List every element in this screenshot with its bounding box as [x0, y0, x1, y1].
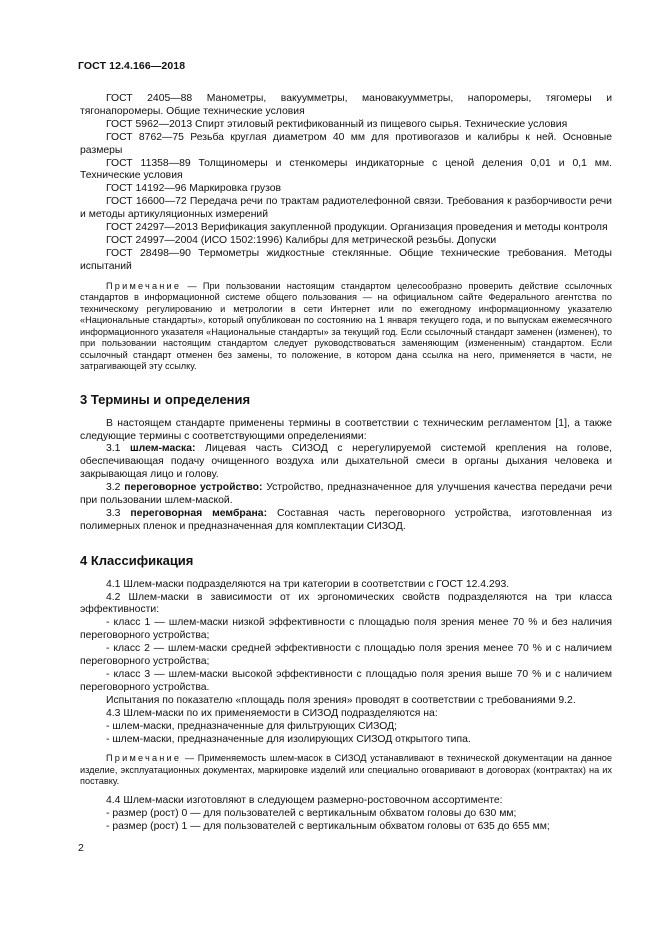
note-references: [80, 281, 612, 373]
section-4-title: 4 Классификация: [80, 552, 194, 568]
term-name: переговорное устройство:: [124, 482, 263, 494]
class-item: - класс 2 — шлем-маски средней эффективности с площадью поля зрения менее 70 % и с наличием переговорного устройства;: [80, 643, 612, 668]
clause-4-2-test: Испытания по показателю «площадь поля зрения» проводят в соответствии с требованиями 9.2.: [106, 694, 576, 706]
reference-item: ГОСТ 8762—75 Резьба круглая диаметром 40 мм для противогазов и калибры к ней. Основные размеры: [80, 131, 612, 156]
reference-item: ГОСТ 14192—96 Маркировка грузов: [106, 183, 282, 195]
reference-item: ГОСТ 11358—89 Толщиномеры и стенкомеры индикаторные с ценой деления 0,01 и 0,1 мм. Технические условия: [80, 157, 612, 182]
clause-4-3: 4.3 Шлем-маски по их применяемости в СИЗОД подразделяются на:: [106, 707, 438, 719]
size-item: - размер (рост) 1 — для пользователей с вертикальным обхватом головы от 635 до 655 мм;: [106, 820, 550, 832]
clause-4-2: 4.2 Шлем-маски в зависимости от их эргономических свойств подразделяются на три класса эффективности:: [80, 591, 612, 616]
term-definition: 3.1 шлем-маска: Лицевая часть СИЗОД с нерегулируемой системой крепления на голове, обеспечивающая подачу очищенного воздуха или дыхательной смеси в органы дыхания человека и закрывающая лицо и голову.: [80, 443, 612, 481]
section-3-title: 3 Термины и определения: [80, 391, 251, 407]
reference-item: ГОСТ 28498—90 Термометры жидкостные стеклянные. Общие технические требования. Методы испытаний: [80, 247, 612, 272]
class-item: - класс 3 — шлем-маски высокой эффективности с площадью поля зрения выше 70 % и с наличием переговорного устройства.: [80, 669, 612, 693]
term-name: переговорная мембрана:: [130, 507, 268, 519]
clause-4-1: 4.1 Шлем-маски подразделяются на три категории в соответствии с ГОСТ 12.4.293.: [106, 578, 510, 590]
term-name: шлем-маска:: [130, 443, 196, 455]
section-3-intro: В настоящем стандарте применены термины в соответствии с техническим регламентом [1], а также следующие термины с соответствующими определениями:: [80, 417, 612, 442]
document-header: ГОСТ 12.4.166—2018: [78, 60, 186, 72]
page-content: [80, 93, 612, 834]
clause-4-4: 4.4 Шлем-маски изготовляют в следующем размерно-ростовочном ассортименте:: [106, 794, 503, 806]
list-item: - шлем-маски, предназначенные для фильтрующих СИЗОД;: [106, 720, 398, 732]
reference-item: ГОСТ 2405—88 Манометры, вакуумметры, мановакуумметры, напоромеры, тягомеры и тягонапоромеры. Общие технические условия: [80, 93, 612, 117]
note-applicability: [80, 753, 612, 788]
note-text: — Применяемость шлем-масок в СИЗОД устанавливают в технической документации на данное изделие, эксплуатационных документах, маркировке изделий или специально оговаривают в договорах (контрактах) на их поставку.: [80, 753, 612, 787]
reference-item: ГОСТ 24297—2013 Верификация закупленной продукции. Организация проведения и методы контроля: [106, 222, 608, 234]
term-definition: 3.2 переговорное устройство: Устройство, предназначенное для улучшения качества передачи речи при пользовании шлем-маской.: [80, 482, 612, 507]
term-definition: 3.3 переговорная мембрана: Составная часть переговорного устройства, изготовленная из полимерных пленок и предназначенная для комплектации СИЗОД.: [80, 507, 612, 532]
note-label: Примечание: [106, 753, 182, 764]
note-text: — При пользовании настоящим стандартом целесообразно проверить действие ссылочных стандартов в информационной системе общего пользования — на официальном сайте Федерального агентства по техническому регулированию и метрологии в сети Интернет или по ежегодному информационному указателю «Национальные стандарты», который опубликован по состоянию на 1 января текущего года, и по выпускам ежемесячного информационного указателя «Национальные стандарты» за текущий год. Если ссылочный стандарт заменен (изменен), то при пользовании настоящим стандартом следует руководствоваться заменяющим (измененным) стандартом. Если ссылочный стандарт отменен без замены, то положение, в котором дана ссылка на него, применяется в части, не затрагивающей эту ссылку.: [80, 280, 612, 372]
reference-item: ГОСТ 5962—2013 Спирт этиловый ректификованный из пищевого сырья. Технические условия: [106, 118, 568, 130]
reference-item: ГОСТ 16600—72 Передача речи по трактам радиотелефонной связи. Требования к разборчивости речи и методы артикуляционных измерений: [80, 196, 612, 221]
list-item: - шлем-маски, предназначенные для изолирующих СИЗОД открытого типа.: [106, 733, 471, 745]
note-label: Примечание: [106, 280, 182, 291]
class-item: - класс 1 — шлем-маски низкой эффективности с площадью поля зрения менее 70 % и без наличия переговорного устройства;: [80, 617, 612, 642]
page-number: 2: [78, 842, 84, 854]
reference-item: ГОСТ 24997—2004 (ИСО 1502:1996) Калибры для метрической резьбы. Допуски: [106, 234, 497, 246]
size-item: - размер (рост) 0 — для пользователей с вертикальным обхватом головы до 630 мм;: [106, 807, 517, 819]
